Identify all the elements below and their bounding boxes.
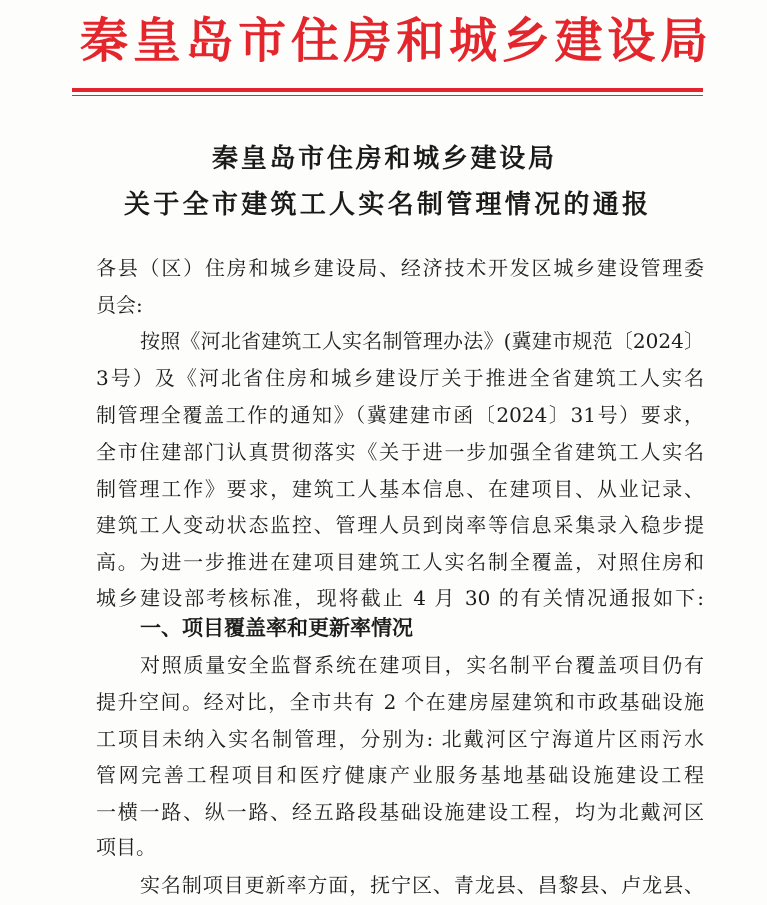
paragraph-line: 工项目未纳入实名制管理，分别为: 北戴河区宁海道片区雨污水 (96, 727, 704, 751)
document-title-line2: 关于全市建筑工人实名制管理情况的通报 (124, 190, 648, 220)
paragraph-line: 建筑工人变动状态监控、管理人员到岗率等信息采集录入稳步提 (96, 513, 704, 537)
paragraph-line: 制管理全覆盖工作的通知》（冀建建市函〔2024〕31号）要求， (96, 403, 704, 427)
paragraph-line: 全市住建部门认真贯彻落实《关于进一步加强全省建筑工人实名 (96, 440, 704, 464)
paragraph-line: 一横一路、纵一路、经五路段基础设施建设工程，均为北戴河区 (96, 800, 704, 824)
paragraph-line: 城乡建设部考核标准，现将截止 4 月 30 的有关情况通报如下: (96, 586, 704, 610)
paragraph-line: 高。为进一步推进在建项目建筑工人实名制全覆盖，对照住房和 (96, 550, 704, 574)
addressee-line: 员会: (96, 293, 143, 317)
addressee-line: 各县（区）住房和城乡建设局、经济技术开发区城乡建设管理委 (96, 256, 704, 280)
paragraph-line: 提升空间。经对比，全市共有 2 个在建房屋建筑和市政基础设施 (96, 690, 704, 714)
document-title-line1: 秦皇岛市住房和城乡建设局 (212, 144, 554, 174)
paragraph-line: 制管理工作》要求，建筑工人基本信息、在建项目、从业记录、 (96, 477, 704, 501)
letterhead-divider-thick (72, 88, 703, 92)
letterhead-organization: 秦皇岛市住房和城乡建设局 (80, 13, 708, 69)
section-heading: 一、项目覆盖率和更新率情况 (140, 615, 413, 640)
paragraph-line: 按照《河北省建筑工人实名制管理办法》(冀建市规范〔2024〕 (140, 329, 704, 353)
paragraph-line: 对照质量安全监督系统在建项目，实名制平台覆盖项目仍有 (140, 653, 704, 677)
paragraph-line: 项目。 (96, 835, 156, 859)
paragraph-line: 3号）及《河北省住房和城乡建设厅关于推进全省建筑工人实名 (96, 366, 704, 390)
letterhead-divider-thin (72, 95, 703, 96)
paragraph-line: 实名制项目更新率方面，抚宁区、青龙县、昌黎县、卢龙县、 (140, 873, 704, 897)
paragraph-line: 管网完善工程项目和医疗健康产业服务基地基础设施建设工程 (96, 763, 704, 787)
